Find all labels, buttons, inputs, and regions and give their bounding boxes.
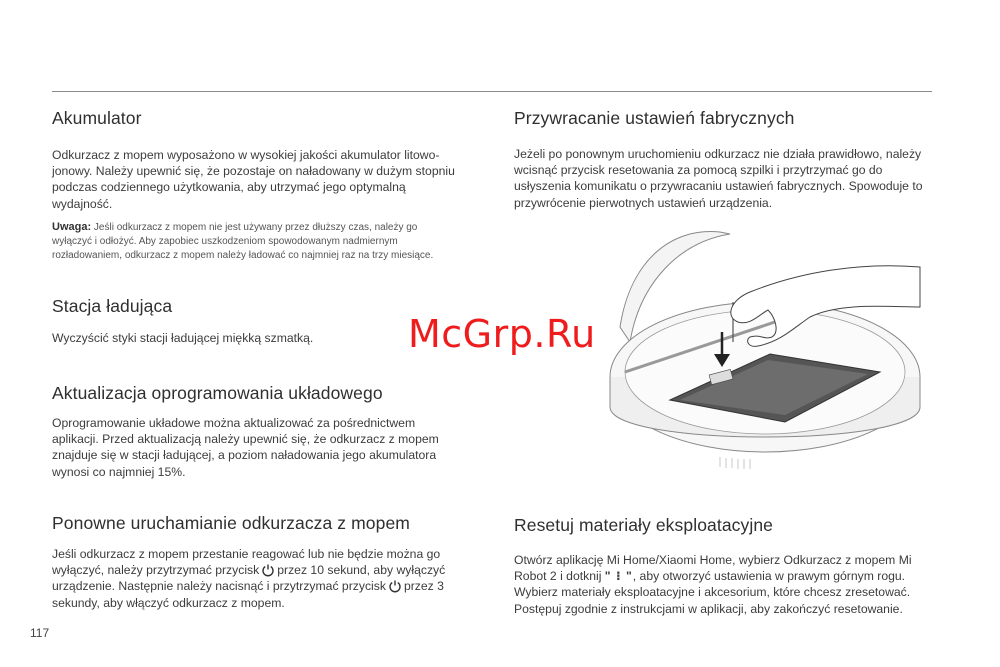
aktualizacja-title: Aktualizacja oprogramowania układowego bbox=[52, 383, 383, 403]
note-text: Jeśli odkurzacz z mopem nie jest używany przez dłuższy czas, należy go wyłączyć i odłożyć. Aby zapobiec uszkodzeniom spowodowanym nadmiernym rozładowaniem, odkurzacz z mopem należy ładować co najmniej raz na trzy miesiące. bbox=[52, 222, 434, 261]
resetuj-body bbox=[514, 552, 934, 617]
resetuj-body-part1: Otwórz aplikację Mi Home/Xiaomi Home, wybierz Odkurzacz z mopem Mi Robot 2 i dotknij bbox=[514, 553, 912, 584]
stacja-title: Stacja ładująca bbox=[52, 296, 173, 316]
przywracanie-title: Przywracanie ustawień fabrycznych bbox=[514, 108, 795, 128]
power-icon bbox=[388, 579, 402, 593]
top-divider bbox=[52, 91, 932, 92]
akumulator-body: Odkurzacz z mopem wyposażono w wysokiej jakości akumulator litowo-jonowy. Należy upewnić się, że pozostaje on naładowany w dużym stopniu podczas codziennego użytkowania, aby utrzymać jego optymalną wydajność. bbox=[52, 148, 455, 211]
akumulator-note bbox=[52, 220, 452, 263]
przywracanie-body: Jeżeli po ponownym uruchomieniu odkurzacz nie działa prawidłowo, należy wcisnąć przycisk resetowania za pomocą szpilki i przytrzymać go do usłyszenia komunikatu o przywracaniu ustawień fabrycznych. Spowoduje to przywrócenie pierwotnych ustawień urządzenia. bbox=[514, 147, 923, 210]
ponowne-body-part3: przez 3 sekundy, aby włączyć odkurzacz z mopem. bbox=[52, 579, 444, 610]
ponowne-title: Ponowne uruchamianie odkurzacza z mopem bbox=[52, 513, 410, 533]
akumulator-title: Akumulator bbox=[52, 108, 142, 128]
robot-reset-illustration bbox=[600, 222, 930, 477]
page-number: 117 bbox=[30, 626, 50, 640]
resetuj-title: Resetuj materiały eksploatacyjne bbox=[514, 515, 774, 535]
menu-dots-icon: " ⁝ " bbox=[604, 569, 633, 584]
stacja-body: Wyczyścić styki stacji ładującej miękką szmatką. bbox=[52, 331, 314, 345]
ponowne-body-part1: Jeśli odkurzacz z mopem przestanie reagować lub nie będzie można go wyłączyć, należy przytrzymać przycisk bbox=[52, 547, 441, 578]
note-label: Uwaga: bbox=[52, 221, 92, 233]
ponowne-body-part2: przez 10 sekund, aby wyłączyć urządzenie. Następnie należy nacisnąć i przytrzymać przycisk bbox=[52, 563, 446, 594]
resetuj-body-part2: , aby otworzyć ustawienia w prawym górnym rogu. Wybierz materiały eksploatacyjne i akcesorium, które chcesz zresetować. Postępuj zgodnie z instrukcjami w aplikacji, aby zakończyć resetowanie. bbox=[514, 569, 911, 616]
watermark: McGrp.Ru bbox=[408, 312, 596, 356]
power-icon bbox=[261, 563, 275, 577]
ponowne-body bbox=[52, 546, 472, 611]
aktualizacja-body: Oprogramowanie układowe można aktualizować za pośrednictwem aplikacji. Przed aktualizacją należy upewnić się, że odkurzacz z mopem znajduje się w stacji ładującej, a poziom naładowania jego akumulatora wynosi co najmniej 15%. bbox=[52, 416, 439, 479]
